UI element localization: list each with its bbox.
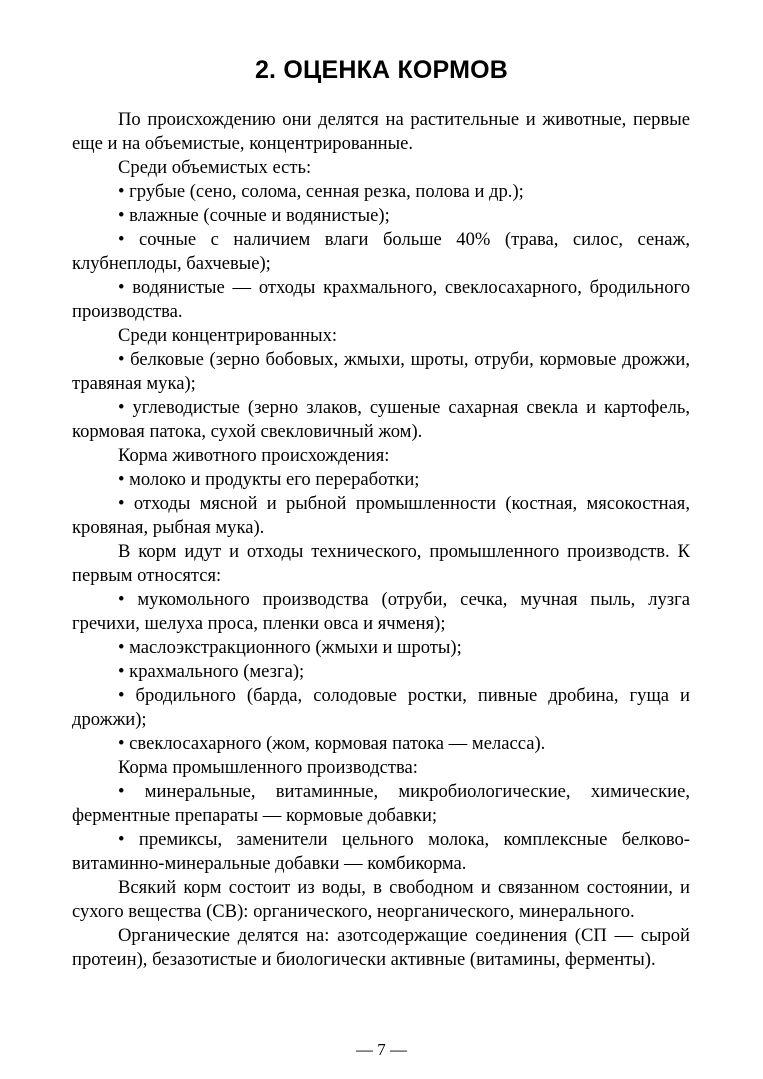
paragraph: По происхождению они делятся на растительные и животные, первые еще и на объемистые, концентрированные. <box>72 109 690 154</box>
paragraph: Корма промышленного производства: <box>118 757 418 778</box>
list-item: • бродильного (барда, солодовые ростки, пивные дробина, гуща и дрожжи); <box>72 685 690 730</box>
list-item: • минеральные, витаминные, микробиологические, химические, ферментные препараты — кормовые добавки; <box>72 781 690 826</box>
list-item: • свеклосахарного (жом, кормовая патока — меласса). <box>118 733 546 754</box>
list-item: • мукомольного производства (отруби, сечка, мучная пыль, лузга гречихи, шелуха проса, пленки овса и ячменя); <box>72 589 690 634</box>
paragraph: В корм идут и отходы технического, промышленного производств. К первым относятся: <box>72 541 690 586</box>
list-item: • водянистые — отходы крахмального, свеклосахарного, бродильного производства. <box>72 277 690 322</box>
list-item: • грубые (сено, солома, сенная резка, полова и др.); <box>118 181 524 202</box>
list-item: • углеводистые (зерно злаков, сушеные сахарная свекла и картофель, кормовая патока, сухой свекловичный жом). <box>72 397 690 442</box>
list-item: • крахмального (мезга); <box>118 661 305 682</box>
section-heading: 2. ОЦЕНКА КОРМОВ <box>254 56 509 84</box>
list-item: • отходы мясной и рыбной промышленности (костная, мясокостная, кровяная, рыбная мука). <box>72 493 690 538</box>
paragraph: Всякий корм состоит из воды, в свободном и связанном состоянии, и сухого вещества (СВ): органического, неорганического, минерального. <box>72 877 690 922</box>
paragraph: Среди концентрированных: <box>118 325 338 346</box>
paragraph: Органические делятся на: азотсодержащие соединения (СП — сырой протеин), безазотистые и биологически активные (витамины, ферменты). <box>72 925 690 970</box>
body-text <box>72 108 690 972</box>
list-item: • премиксы, заменители цельного молока, комплексные белково-витаминно-минеральные добавки — комбикорма. <box>72 829 690 874</box>
list-item: • белковые (зерно бобовых, жмыхи, шроты, отруби, кормовые дрожжи, травяная мука); <box>72 349 690 394</box>
list-item: • маслоэкстракционного (жмыхи и шроты); <box>118 637 462 658</box>
list-item: • влажные (сочные и водянистые); <box>118 205 390 226</box>
paragraph: Среди объемистых есть: <box>118 157 312 178</box>
list-item: • сочные с наличием влаги больше 40% (трава, силос, сенаж, клубнеплоды, бахчевые); <box>72 229 690 274</box>
paragraph: Корма животного происхождения: <box>118 445 390 466</box>
list-item: • молоко и продукты его переработки; <box>118 469 420 490</box>
page-number: — 7 — <box>356 1040 407 1059</box>
